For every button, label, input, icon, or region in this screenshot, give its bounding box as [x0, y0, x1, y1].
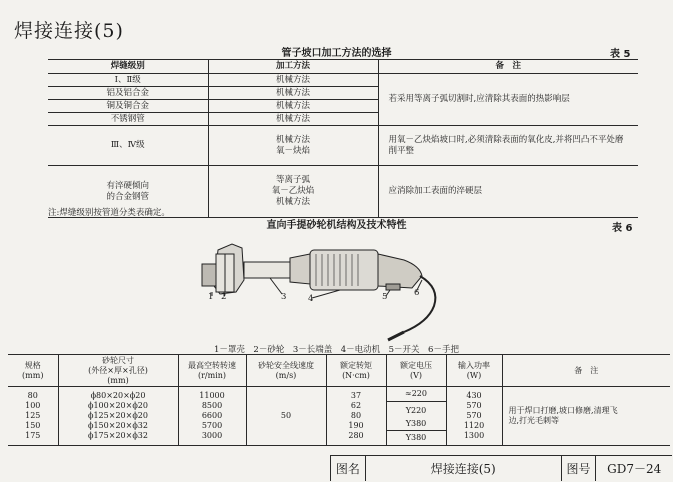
table6-number: 表 6: [612, 223, 633, 234]
header-line: (m/s): [275, 370, 297, 380]
header-line: (外径×厚×孔径): [88, 365, 148, 375]
table-cell: Ⅲ、Ⅳ级: [48, 126, 208, 166]
figure-label: 5: [382, 292, 388, 302]
spec-column: [8, 387, 58, 446]
table-cell: 不锈钢管: [48, 113, 208, 126]
table5: [48, 59, 638, 218]
power-value: 1300: [463, 431, 485, 440]
drawing-number-label: 图号: [561, 456, 596, 481]
header-line: 额定电压: [400, 360, 432, 370]
wheel-column: [58, 387, 178, 446]
voltage-value: ≈220: [387, 387, 446, 402]
header-line: (N·cm): [342, 370, 370, 380]
remark-line: 削平整: [388, 145, 415, 156]
drawing-number: GD7－24: [595, 456, 672, 481]
table5-caption: 管子坡口加工方法的选择: [281, 48, 392, 59]
figure-label: 2: [221, 292, 227, 302]
wheel-value: ϕ175×20×ϕ32: [88, 431, 148, 440]
header-line: 额定转矩: [340, 360, 372, 370]
header-line: 砂轮尺寸: [102, 355, 134, 365]
drawing-name-label: 图名: [330, 456, 365, 481]
torque-value: 37: [350, 391, 362, 400]
power-column: [446, 387, 502, 446]
method-line: 氧－乙炔焰: [271, 186, 315, 196]
remark-line: 边,打光毛刺等: [508, 416, 560, 425]
table6-header: [58, 355, 178, 387]
speed-value: 8500: [201, 401, 223, 410]
figure-caption: 1－罩壳 2－砂轮 3－长端盖 4－电动机 5－开关 6－手把: [214, 345, 459, 355]
wheel-value: ϕ150×20×ϕ32: [88, 421, 148, 430]
table6-caption: 直向手提砂轮机结构及技术特性: [266, 220, 407, 231]
torque-value: 62: [350, 401, 362, 410]
speed-value: 11000: [199, 391, 225, 400]
table-cell: 机械方法: [208, 100, 378, 113]
power-value: 570: [466, 411, 482, 420]
speed-value: 5700: [201, 421, 223, 430]
speed-column: [178, 387, 246, 446]
remark-cell: [502, 387, 670, 446]
spec-value: 100: [25, 401, 41, 410]
spec-value: 125: [25, 411, 41, 420]
method-line: 机械方法: [275, 134, 310, 145]
spec-value: 175: [25, 431, 41, 440]
figure-label: 3: [281, 292, 287, 302]
safe-speed-cell: 50: [246, 387, 326, 446]
method-line: 氧－炔焰: [275, 145, 310, 156]
figure-label: 1: [208, 292, 214, 302]
page-title: 焊接连接(5): [14, 20, 124, 42]
table5-header: 加工方法: [208, 60, 378, 74]
header-line: 砂轮安全线速度: [258, 360, 314, 370]
table6-header: [246, 355, 326, 387]
table6-header: [326, 355, 386, 387]
table-cell: 机械方法: [208, 87, 378, 100]
spec-value: 80: [27, 391, 38, 400]
method-line: 机械方法: [275, 197, 310, 207]
grade-line: 的合金钢管: [106, 191, 149, 202]
table-cell: 应消除加工表面的淬硬层: [378, 166, 638, 218]
table-cell: 铜及铜合金: [48, 100, 208, 113]
power-value: 1120: [463, 421, 485, 430]
header-line: (r/min): [197, 370, 227, 380]
speed-value: 3000: [201, 431, 223, 440]
table-row: [48, 126, 638, 166]
wheel-value: ϕ80×20×ϕ20: [90, 391, 146, 400]
grade-line: 有淬硬倾向: [106, 180, 149, 191]
table5-header: 备 注: [378, 60, 638, 74]
grinder-figure: [190, 236, 450, 344]
table5-header-row: [48, 60, 638, 74]
header-line: 规格: [24, 360, 41, 370]
wheel-value: ϕ100×20×ϕ20: [88, 401, 148, 410]
table6-header: [178, 355, 246, 387]
voltage-value: Y380: [405, 433, 427, 442]
voltage-value: Y380: [387, 417, 446, 431]
header-line: (W): [466, 370, 482, 380]
table6-header: [8, 355, 58, 387]
header-line: 输入功率: [458, 360, 490, 370]
table6-header-row: [8, 355, 670, 387]
figure-label: 4: [308, 294, 314, 304]
header-line: 最高空转转速: [188, 360, 236, 370]
header-line: (V): [409, 370, 423, 380]
drawing-name: 焊接连接(5): [365, 456, 561, 481]
power-value: 570: [466, 401, 482, 410]
torque-column: [326, 387, 386, 446]
table-cell: 若采用等离子弧切割时,应清除其表面的热影响层: [378, 74, 638, 126]
table6: [8, 354, 670, 446]
remark-line: 用氧－乙炔焰坡口时,必须清除表面的氧化皮,并将凹凸不平处磨: [388, 134, 624, 145]
table-cell: [208, 126, 378, 166]
header-line: (mm): [107, 375, 129, 385]
remark-line: 用于焊口打磨,坡口修磨,清理飞: [508, 406, 618, 415]
table-cell: [208, 166, 378, 218]
table5-note: 注:焊缝级别按管道分类表确定。: [48, 208, 170, 218]
table-row: [8, 387, 670, 446]
power-value: 430: [466, 391, 482, 400]
table-cell: [378, 126, 638, 166]
wheel-value: ϕ125×20×ϕ20: [88, 411, 148, 420]
speed-value: 6600: [201, 411, 223, 420]
table5-number: 表 5: [610, 49, 631, 60]
table-cell: 机械方法: [208, 74, 378, 87]
torque-value: 80: [350, 411, 362, 420]
figure-label: 6: [414, 288, 420, 298]
table6-header: [446, 355, 502, 387]
table-cell: 铝及铝合金: [48, 87, 208, 100]
table-cell: 机械方法: [208, 113, 378, 126]
voltage-value: Y220: [405, 406, 427, 415]
voltage-column: [386, 387, 446, 446]
title-block: [330, 455, 672, 481]
table6-header: 备 注: [502, 355, 670, 387]
table-cell: Ⅰ、Ⅱ级: [48, 74, 208, 87]
torque-value: 190: [348, 421, 364, 430]
spec-value: 150: [25, 421, 41, 430]
table-row: [48, 74, 638, 87]
method-line: 等离子弧: [275, 175, 310, 185]
table6-header: [386, 355, 446, 387]
table5-header: 焊缝级别: [48, 60, 208, 74]
header-line: (mm): [22, 370, 44, 380]
torque-value: 280: [348, 431, 364, 440]
